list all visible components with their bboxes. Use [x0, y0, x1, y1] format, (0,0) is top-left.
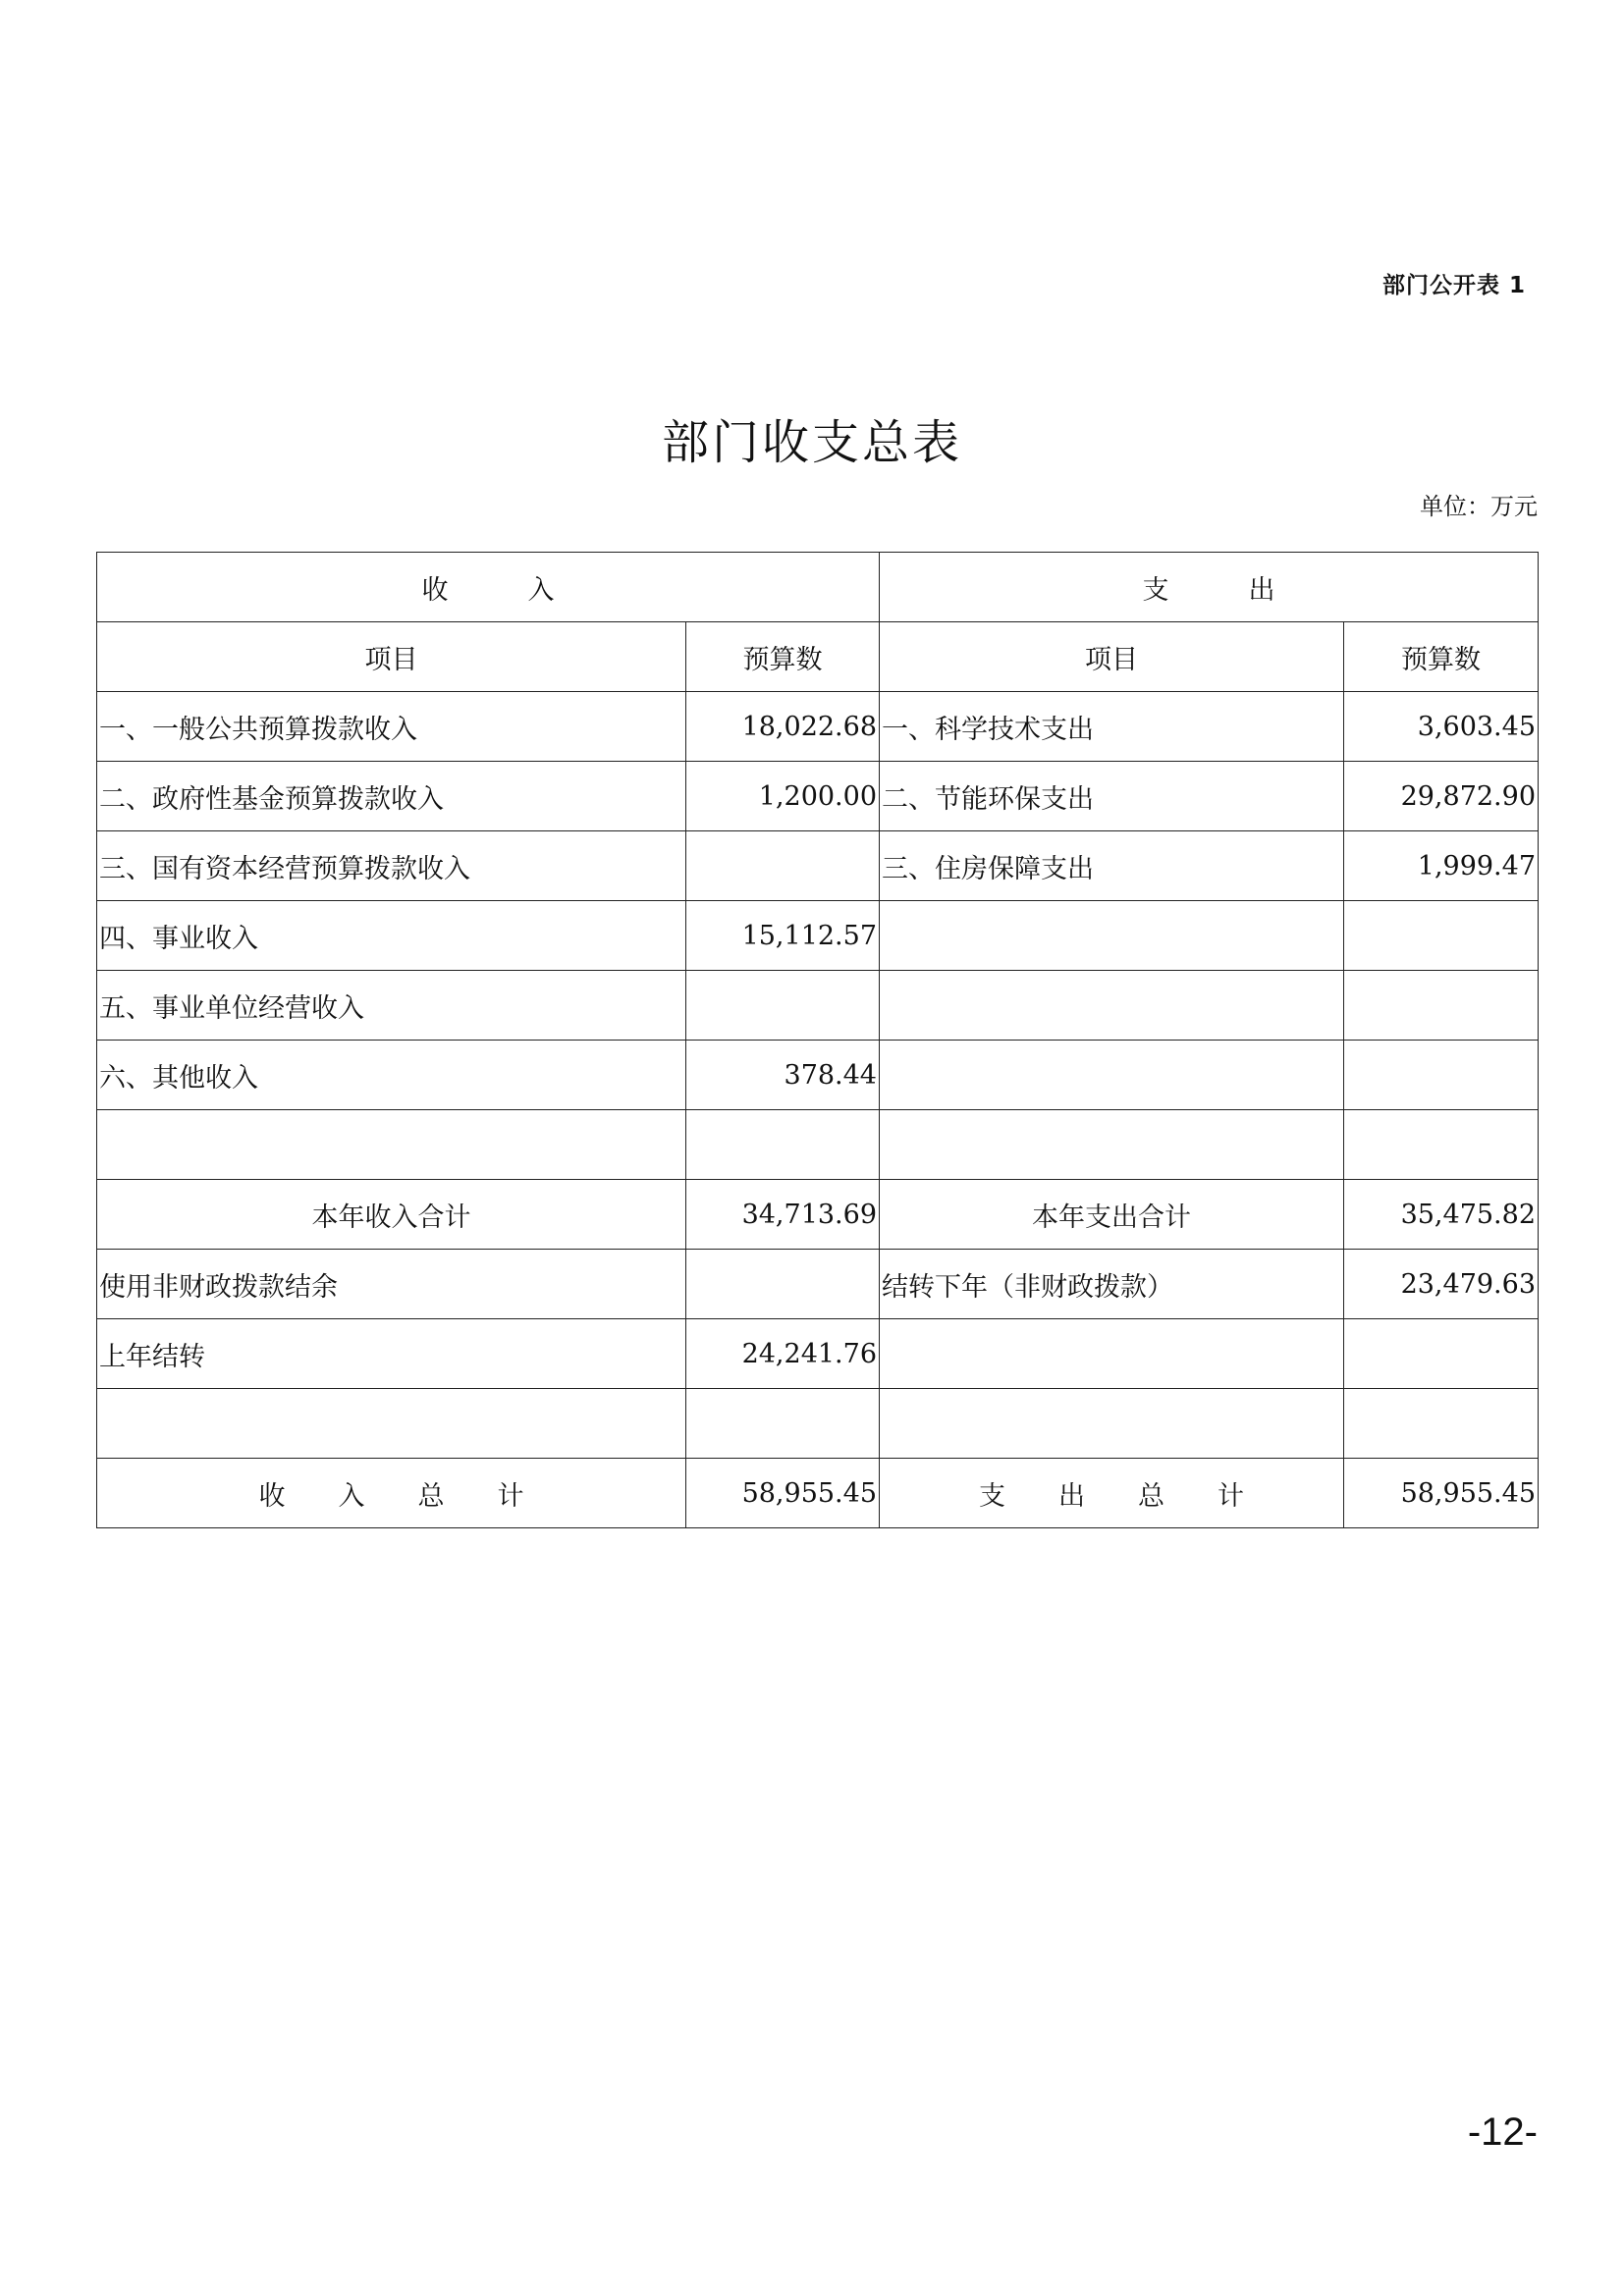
expense-item-cell: 一、科学技术支出 [880, 692, 1344, 762]
budget-summary-table [96, 552, 1539, 1528]
expense-total-value: 58,955.45 [1344, 1459, 1539, 1528]
expense-item-header: 项目 [880, 622, 1344, 692]
expense-value-cell [1344, 1110, 1539, 1180]
table-label: 部门公开表 1 [1381, 273, 1526, 298]
expense-value-cell [1344, 1041, 1539, 1110]
income-value-cell: 18,022.68 [686, 692, 880, 762]
table-row [97, 1250, 1539, 1319]
table-row [97, 971, 1539, 1041]
expense-item-cell [880, 1389, 1344, 1459]
expense-subtotal-label: 本年支出合计 [880, 1180, 1344, 1250]
table-row [97, 1110, 1539, 1180]
expense-budget-header: 预算数 [1344, 622, 1539, 692]
expense-value-cell [1344, 901, 1539, 971]
unit-label: 单位：万元 [1420, 493, 1538, 520]
table-row [97, 1389, 1539, 1459]
income-item-cell: 二、政府性基金预算拨款收入 [97, 762, 686, 831]
income-value-cell: 15,112.57 [686, 901, 880, 971]
income-item-cell: 三、国有资本经营预算拨款收入 [97, 831, 686, 901]
subtotal-row [97, 1180, 1539, 1250]
income-value-cell [686, 1110, 880, 1180]
expense-value-cell [1344, 1389, 1539, 1459]
income-value-cell [686, 1389, 880, 1459]
income-value-cell [686, 831, 880, 901]
income-value-cell: 1,200.00 [686, 762, 880, 831]
income-value-cell [686, 1250, 880, 1319]
income-value-cell: 24,241.76 [686, 1319, 880, 1389]
column-header-row [97, 622, 1539, 692]
table-row [97, 1319, 1539, 1389]
income-item-cell: 使用非财政拨款结余 [97, 1250, 686, 1319]
expense-value-cell: 23,479.63 [1344, 1250, 1539, 1319]
income-item-cell: 上年结转 [97, 1319, 686, 1389]
expense-total-label: 支 出 总 计 [880, 1459, 1344, 1528]
income-item-cell [97, 1110, 686, 1180]
income-section-header: 收 入 [97, 553, 880, 622]
table-row [97, 1041, 1539, 1110]
income-subtotal-value: 34,713.69 [686, 1180, 880, 1250]
expense-value-cell [1344, 971, 1539, 1041]
income-item-header: 项目 [97, 622, 686, 692]
expense-value-cell [1344, 1319, 1539, 1389]
expense-subtotal-value: 35,475.82 [1344, 1180, 1539, 1250]
expense-section-header: 支 出 [880, 553, 1539, 622]
expense-item-cell: 结转下年（非财政拨款） [880, 1250, 1344, 1319]
expense-value-cell: 1,999.47 [1344, 831, 1539, 901]
expense-item-cell: 二、节能环保支出 [880, 762, 1344, 831]
income-item-cell: 五、事业单位经营收入 [97, 971, 686, 1041]
section-header-row [97, 553, 1539, 622]
income-item-cell: 四、事业收入 [97, 901, 686, 971]
expense-item-cell [880, 1319, 1344, 1389]
expense-item-cell: 三、住房保障支出 [880, 831, 1344, 901]
table-row [97, 762, 1539, 831]
page-number: -12- [1467, 2110, 1538, 2154]
table-row [97, 831, 1539, 901]
expense-value-cell: 3,603.45 [1344, 692, 1539, 762]
income-item-cell: 六、其他收入 [97, 1041, 686, 1110]
total-row [97, 1459, 1539, 1528]
income-subtotal-label: 本年收入合计 [97, 1180, 686, 1250]
table-row [97, 692, 1539, 762]
income-total-label: 收 入 总 计 [97, 1459, 686, 1528]
expense-item-cell [880, 1041, 1344, 1110]
income-item-cell [97, 1389, 686, 1459]
expense-item-cell [880, 1110, 1344, 1180]
page-title: 部门收支总表 [661, 415, 962, 470]
income-item-cell: 一、一般公共预算拨款收入 [97, 692, 686, 762]
income-total-value: 58,955.45 [686, 1459, 880, 1528]
income-budget-header: 预算数 [686, 622, 880, 692]
expense-value-cell: 29,872.90 [1344, 762, 1539, 831]
expense-item-cell [880, 901, 1344, 971]
income-value-cell: 378.44 [686, 1041, 880, 1110]
table-row [97, 901, 1539, 971]
expense-item-cell [880, 971, 1344, 1041]
income-value-cell [686, 971, 880, 1041]
